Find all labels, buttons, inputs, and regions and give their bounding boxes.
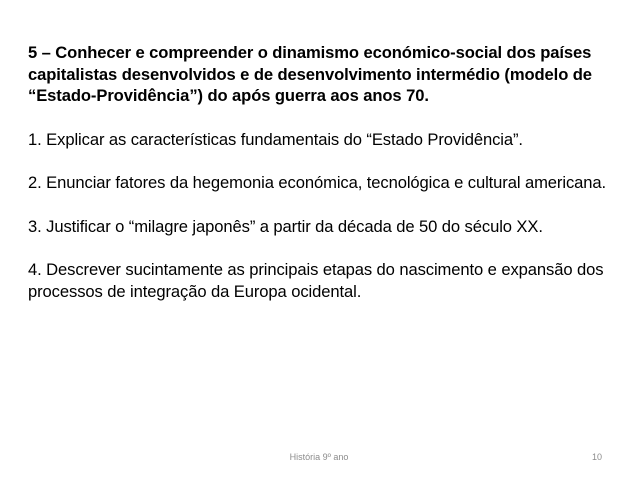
page-number: 10: [591, 452, 602, 462]
slide-content: [28, 42, 618, 302]
objective-4: 4. Descrever sucintamente as principais etapas do nascimento e expansão dos processos de integração da Europa ocidental.: [28, 260, 604, 301]
footer-label: História 9º ano: [289, 452, 349, 462]
objective-1: 1. Explicar as características fundamentais do “Estado Providência”.: [28, 129, 523, 149]
objective-2: 2. Enunciar fatores da hegemonia económica, tecnológica e cultural americana.: [28, 173, 607, 192]
objective-3: 3. Justificar o “milagre japonês” a partir da década de 50 do século XX.: [28, 216, 543, 236]
slide-heading: 5 – Conhecer e compreender o dinamismo económico-social dos países capitalistas desenvolvidos e de desenvolvimento intermédio (modelo de “Estado-Providência”) do após guerra aos anos 70.: [28, 43, 592, 105]
